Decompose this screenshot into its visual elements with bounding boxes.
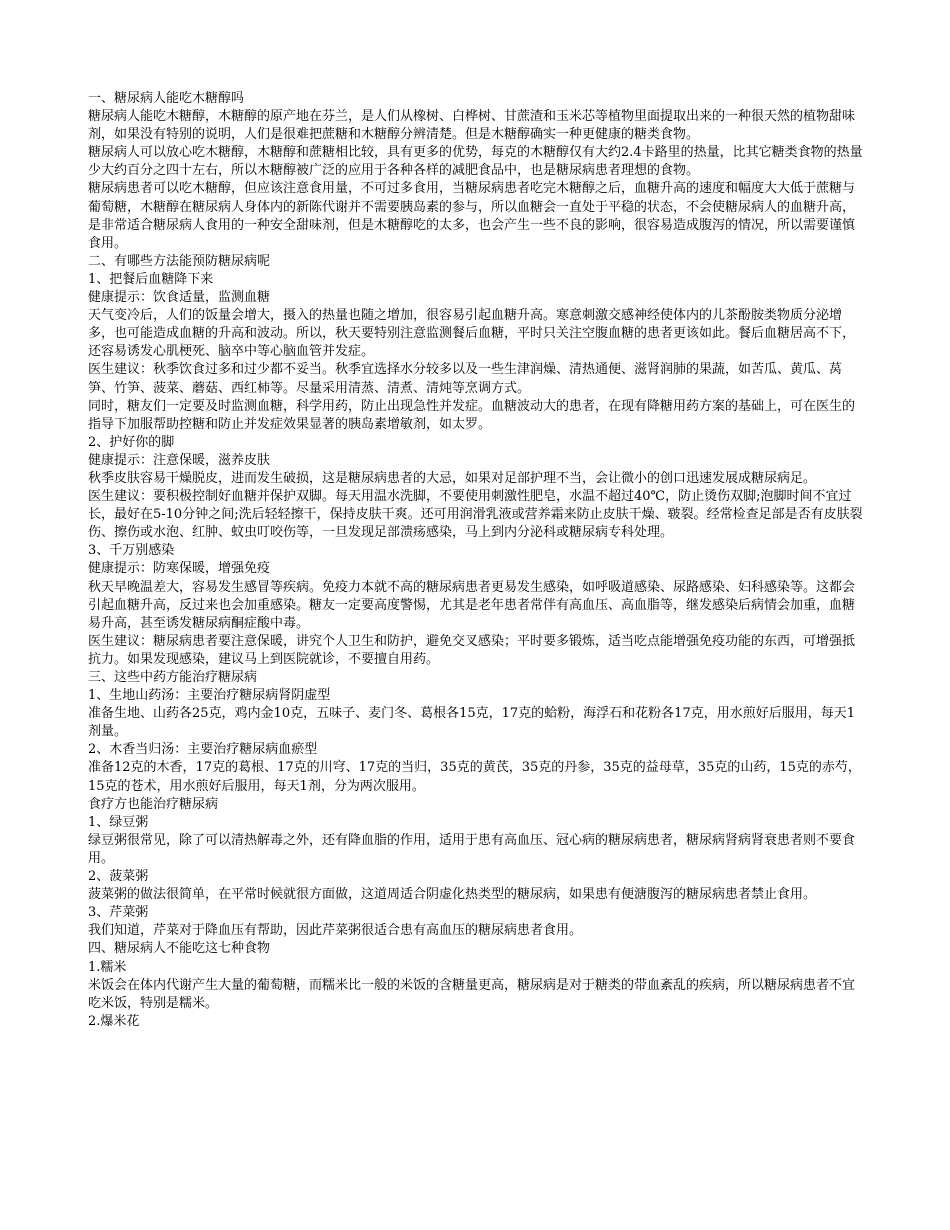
paragraph: 秋季皮肤容易干燥脱皮，进而发生破损，这是糖尿病患者的大忌，如果对足部护理不当，会让微小的创口迅速发展成糖尿病足。 xyxy=(88,470,817,486)
subheading: 2、护好你的脚 xyxy=(88,434,175,450)
subheading: 1、生地山药汤：主要治疗糖尿病肾阴虚型 xyxy=(88,688,331,704)
section-heading-3: 三、这些中药方能治疗糖尿病 xyxy=(88,670,258,685)
paragraph: 糖尿病人能吃木糖醇，木糖醇的原产地在芬兰，是人们从橡树、白桦树、甘蔗渣和玉米芯等植物里面提取出来的一种很天然的植物甜味剂，如果没有特别的说明，人们是很难把蔗糖和木糖醇分辨清楚。但是木糖醇确实一种更健康的糖类食物。 xyxy=(88,109,856,143)
subheading: 3、千万别感染 xyxy=(88,543,175,559)
subheading: 3、芹菜粥 xyxy=(88,905,149,921)
doctor-advice: 医生建议：要积极控制好血糖并保护双脚。每天用温水洗脚，不要使用刺激性肥皂，水温不超过40℃，防止烫伤双脚;泡脚时间不宜过长，最好在5-10分钟之间;洗后轻轻擦干，保持皮肤干爽。还可用润滑乳液或营养霜来防止皮肤干燥、皲裂。经常检查足部是否有皮肤裂伤、擦伤或水泡、红肿、蚊虫叮咬伤等，一旦发现足部溃疡感染，马上到内分泌科或糖尿病专科处理。 xyxy=(88,489,863,541)
subheading: 1.糯米 xyxy=(88,959,127,975)
paragraph: 天气变冷后，人们的饭量会增大，摄入的热量也随之增加，很容易引起血糖升高。寒意刺激交感神经使体内的儿茶酚胺类物质分泌增多，也可能造成血糖的升高和波动。所以，秋天要特别注意监测餐后血糖，平时只关注空腹血糖的患者更该如此。餐后血糖居高不下，还容易诱发心肌梗死、脑卒中等心脑血管并发症。 xyxy=(88,308,856,360)
subheading: 2.爆米花 xyxy=(88,1013,140,1029)
section-heading-4: 四、糖尿病人不能吃这七种食物 xyxy=(88,941,271,957)
health-tip: 健康提示：防寒保暖，增强免疫 xyxy=(88,561,271,577)
paragraph: 我们知道，芹菜对于降血压有帮助，因此芹菜粥很适合患有高血压的糖尿病患者食用。 xyxy=(88,923,583,939)
subsection-heading: 食疗方也能治疗糖尿病 xyxy=(88,796,219,812)
paragraph: 准备生地、山药各25克，鸡内金10克，五味子、麦门冬、葛根各15克，17克的蛤粉，海浮石和花粉各17克，用水煎好后服用，每天1剂量。 xyxy=(88,706,855,740)
doctor-advice: 医生建议：糖尿病患者要注意保暖，讲究个人卫生和防护，避免交叉感染；平时要多锻炼，适当吃点能增强免疫功能的东西，可增强抵抗力。如果发现感染，建议马上到医院就诊，不要擅自用药。 xyxy=(88,633,856,667)
subheading: 2、木香当归汤：主要治疗糖尿病血瘀型 xyxy=(88,742,318,758)
health-tip: 健康提示：饮食适量，监测血糖 xyxy=(88,290,271,306)
document-body xyxy=(88,90,863,1031)
paragraph: 糖尿病患者可以吃木糖醇，但应该注意食用量，不可过多食用，当糖尿病患者吃完木糖醇之后，血糖升高的速度和幅度大大低于蔗糖与葡萄糖，木糖醇在糖尿病人身体内的新陈代谢并不需要胰岛素的参与，所以血糖会一直处于平稳的状态，不会使糖尿病人的血糖升高，是非常适合糖尿病人食用的一种安全甜味剂，但是木糖醇吃的太多，也会产生一些不良的影响，很容易造成腹泻的情况，所以需要谨慎食用。 xyxy=(88,181,856,251)
paragraph: 菠菜粥的做法很简单，在平常时候就很方面做，这道周适合阴虚化热类型的糖尿病，如果患有便溏腹泻的糖尿病患者禁止食用。 xyxy=(88,887,817,903)
paragraph: 绿豆粥很常见，除了可以清热解毒之外，还有降血脂的作用，适用于患有高血压、冠心病的糖尿病患者，糖尿病肾病肾衰患者则不要食用。 xyxy=(88,832,856,866)
subheading: 2、菠菜粥 xyxy=(88,869,149,885)
paragraph: 糖尿病人可以放心吃木糖醇，木糖醇和蔗糖相比较，具有更多的优势，每克的木糖醇仅有大约2.4卡路里的热量，比其它糖类食物的热量少大约百分之四十左右，所以木糖醇被广泛的应用于各种各样的减肥食品中，也是糖尿病患者理想的食物。 xyxy=(88,145,863,179)
section-heading-1: 一、糖尿病人能吃木糖醇吗 xyxy=(88,91,245,106)
subheading: 1、把餐后血糖降下来 xyxy=(88,271,214,287)
paragraph: 秋天早晚温差大，容易发生感冒等疾病。免疫力本就不高的糖尿病患者更易发生感染，如呼吸道感染、尿路感染、妇科感染等。这都会引起血糖升高，反过来也会加重感染。糖友一定要高度警惕，尤其是老年患者常伴有高血压、高血脂等，继发感染后病情会加重，血糖易升高，甚至诱发糖尿病酮症酸中毒。 xyxy=(88,579,856,631)
subheading: 1、绿豆粥 xyxy=(88,814,149,830)
doctor-advice: 医生建议：秋季饮食过多和过少都不妥当。秋季宜选择水分较多以及一些生津润燥、清热通便、滋肾润肺的果蔬，如苦瓜、黄瓜、莴笋、竹笋、菠菜、蘑菇、西红柿等。尽量采用清蒸、清煮、清炖等烹调方式。 xyxy=(88,362,843,396)
paragraph: 同时，糖友们一定要及时监测血糖，科学用药，防止出现急性并发症。血糖波动大的患者，在现有降糖用药方案的基础上，可在医生的指导下加服帮助控糖和防止并发症效果显著的胰岛素增敏剂，如太罗。 xyxy=(88,398,856,432)
paragraph: 米饭会在体内代谢产生大量的葡萄糖，而糯米比一般的米饭的含糖量更高，糖尿病是对于糖类的带血紊乱的疾病，所以糖尿病患者不宜吃米饭，特别是糯米。 xyxy=(88,977,856,1011)
paragraph: 准备12克的木香，17克的葛根、17克的川穹、17克的当归，35克的黄芪，35克的丹参，35克的益母草，35克的山药，15克的赤芍，15克的苍术，用水煎好后服用，每天1剂，分为两次服用。 xyxy=(88,760,861,794)
health-tip: 健康提示：注意保暖，滋养皮肤 xyxy=(88,452,271,468)
section-heading-2: 二、有哪些方法能预防糖尿病呢 xyxy=(88,253,271,269)
